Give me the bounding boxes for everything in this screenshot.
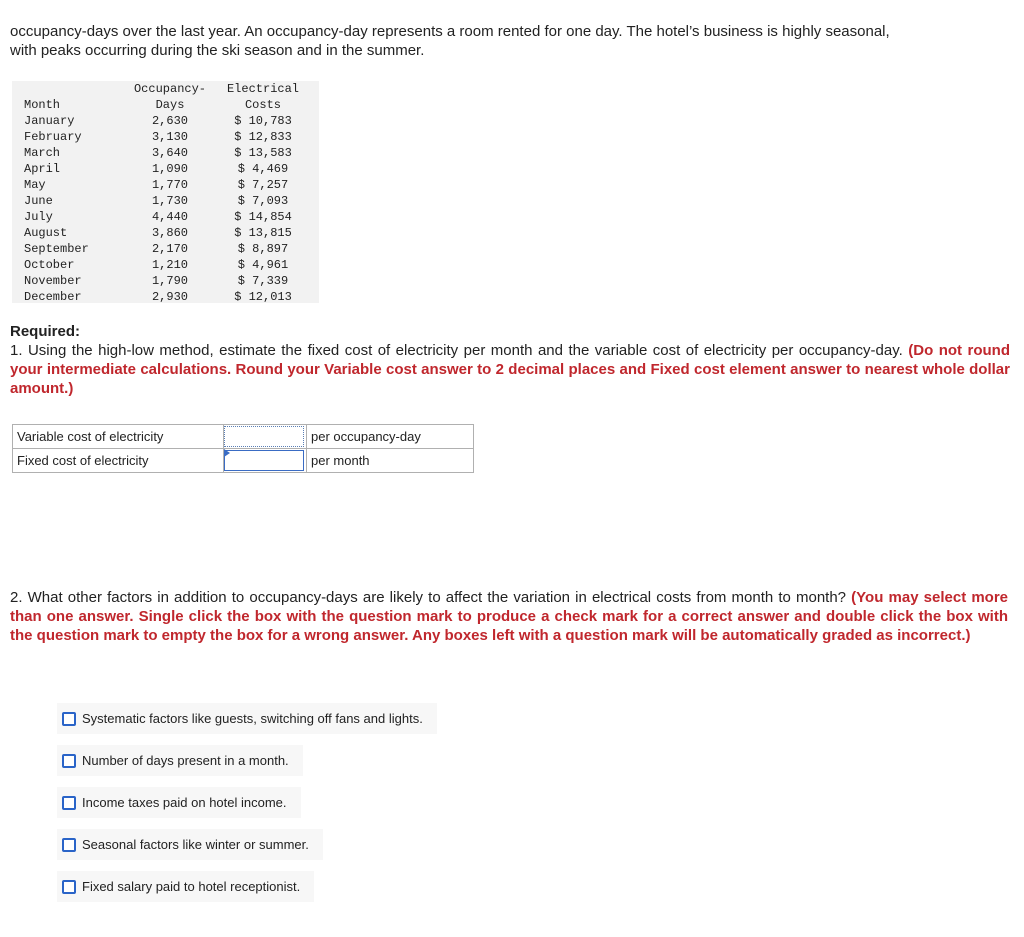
variable-cost-label: Variable cost of electricity	[13, 425, 224, 449]
cell-occupancy: 1,730	[151, 194, 188, 208]
cell-cost: $ 13,815	[234, 226, 292, 240]
variable-cost-unit: per occupancy-day	[307, 425, 474, 449]
cell-occupancy: 1,770	[151, 178, 188, 192]
cell-month: November	[24, 274, 82, 288]
cell-month: October	[24, 258, 75, 272]
table-row	[24, 273, 306, 289]
checkbox-icon[interactable]	[62, 880, 76, 894]
header-occupancy-line2: Days	[155, 98, 185, 112]
question-1-instruction: (Do not round your intermediate calculations. Round your Variable cost answer to 2 decimal places and Fixed cost element answer to nearest whole dollar amount.)	[10, 342, 1010, 397]
cell-month: August	[24, 226, 68, 240]
cell-cost: $ 13,583	[234, 146, 292, 160]
intro-line-1: occupancy-days over the last year. An occupancy-day represents a room rented for one day. The hotel’s business is highly seasonal,	[10, 23, 890, 40]
cell-month: June	[24, 194, 53, 208]
cell-occupancy: 2,930	[151, 290, 188, 304]
cell-occupancy: 1,090	[151, 162, 188, 176]
cell-month: September	[24, 242, 89, 256]
option-label: Seasonal factors like winter or summer.	[82, 837, 309, 852]
option-label: Fixed salary paid to hotel receptionist.	[82, 879, 301, 894]
header-costs-line1: Electrical	[226, 82, 299, 96]
cell-occupancy: 2,170	[151, 242, 188, 256]
cell-occupancy: 4,440	[151, 210, 188, 224]
table-row	[24, 193, 306, 209]
answer-table	[12, 424, 474, 473]
cell-occupancy: 1,210	[151, 258, 188, 272]
header-month: Month	[24, 98, 61, 112]
table-row	[24, 145, 306, 161]
cell-month: May	[24, 178, 46, 192]
cell-occupancy: 3,640	[151, 146, 188, 160]
table-row	[24, 161, 306, 177]
variable-cost-cell	[224, 425, 307, 449]
cell-occupancy: 3,130	[151, 130, 188, 144]
cell-month: December	[24, 290, 82, 304]
cell-cost: $ 10,783	[234, 114, 292, 128]
checkbox-icon[interactable]	[62, 712, 76, 726]
table-header-row	[24, 81, 306, 113]
option-systematic-factors[interactable]	[57, 703, 437, 734]
cell-cost: $ 7,339	[237, 274, 289, 288]
option-income-taxes[interactable]	[57, 787, 301, 818]
cell-cost: $ 12,013	[234, 290, 292, 304]
table-row	[24, 289, 306, 305]
cell-cost: $ 4,469	[237, 162, 289, 176]
cell-occupancy: 2,630	[151, 114, 188, 128]
intro-line-2: with peaks occurring during the ski season and in the summer.	[10, 42, 425, 59]
cell-cost: $ 14,854	[234, 210, 292, 224]
answer-row-fixed-cost	[13, 449, 474, 473]
cell-month: July	[24, 210, 53, 224]
option-seasonal-factors[interactable]	[57, 829, 323, 860]
table-row	[24, 209, 306, 225]
cell-month: March	[24, 146, 61, 160]
answer-row-variable-cost	[13, 425, 474, 449]
header-costs-line2: Costs	[244, 98, 281, 112]
table-row	[24, 241, 306, 257]
cell-month: January	[24, 114, 75, 128]
checkbox-icon[interactable]	[62, 754, 76, 768]
option-days-in-month[interactable]	[57, 745, 303, 776]
intro-text	[10, 22, 1014, 60]
required-section	[10, 322, 1010, 398]
table-row	[24, 113, 306, 129]
checkbox-icon[interactable]	[62, 838, 76, 852]
option-label: Systematic factors like guests, switching off fans and lights.	[82, 711, 423, 726]
cell-month: April	[24, 162, 61, 176]
table-row	[24, 177, 306, 193]
variable-cost-input[interactable]	[224, 426, 304, 447]
fixed-cost-label: Fixed cost of electricity	[13, 449, 224, 473]
cell-cost: $ 7,257	[237, 178, 289, 192]
question-2-text: 2. What other factors in addition to occupancy-days are likely to affect the variation in electrical costs from month to month?	[10, 589, 847, 606]
cell-month: February	[24, 130, 82, 144]
header-occupancy-line1: Occupancy-	[133, 82, 206, 96]
cell-cost: $ 4,961	[237, 258, 289, 272]
table-row	[24, 257, 306, 273]
question-1-text: 1. Using the high-low method, estimate the fixed cost of electricity per month and the variable cost of electricity per occupancy-day.	[10, 342, 903, 359]
question-1	[10, 341, 1010, 398]
header-electrical-costs	[220, 81, 306, 113]
occupancy-cost-table	[12, 81, 319, 303]
cell-cost: $ 12,833	[234, 130, 292, 144]
table-row	[24, 129, 306, 145]
required-label: Required:	[10, 323, 81, 340]
cell-occupancy: 1,790	[151, 274, 188, 288]
fixed-cost-cell	[224, 449, 307, 473]
cell-occupancy: 3,860	[151, 226, 188, 240]
cell-cost: $ 7,093	[237, 194, 289, 208]
cell-cost: $ 8,897	[237, 242, 289, 256]
fixed-cost-input[interactable]	[224, 450, 304, 471]
question-2	[10, 588, 1008, 645]
question-2-instruction: (You may select more than one answer. Single click the box with the question mark to produce a check mark for a correct answer and double click the box with the question mark to empty the box for a wrong answer. Any boxes left with a question mark will be automatically graded as incorrect.)	[10, 589, 1009, 644]
table-row	[24, 225, 306, 241]
option-fixed-salary[interactable]	[57, 871, 314, 902]
option-label: Income taxes paid on hotel income.	[82, 795, 287, 810]
checkbox-icon[interactable]	[62, 796, 76, 810]
header-occupancy-days	[120, 81, 220, 113]
fixed-cost-unit: per month	[307, 449, 474, 473]
option-label: Number of days present in a month.	[82, 753, 289, 768]
